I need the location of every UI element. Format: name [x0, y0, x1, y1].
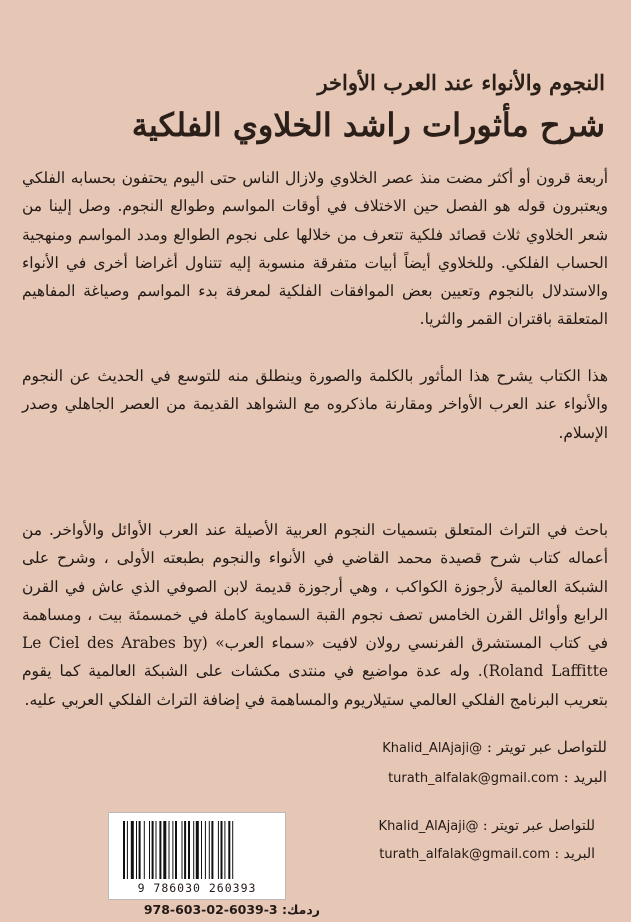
- email-address[interactable]: turath_alfalak@gmail.com: [379, 847, 551, 862]
- barcode-bars-icon: [121, 821, 273, 879]
- description-paragraph-1: أربعة قرون أو أكثر مضت منذ عصر الخلاوي ولازال الناس حتى اليوم يحتفون بحسابه الفلكي ويعتبرون قوله هو الفصل حين الاختلاف في أوقات المواسم وطوالع النجوم. وصل إلينا من شعر الخلاوي ثلاث قصائد فلكية تتعرف من خلالها على نجوم الطوالع ومدد المواسم ومنهجية الحساب الفلكي. وللخلاوي أيضاً أبيات متفرقة منسوبة إليه تتناول أغراضا أخرى في الأنواء والاستدلال بالنجوم وتعيين بعض الموافقات الفلكية لمعرفة بدء المواسم وصياغة المفاهيم المتعلقة باقتران القمر والثريا.: [22, 169, 608, 329]
- email-label: البريد :: [563, 768, 607, 786]
- book-title: شرح مأثورات راشد الخلاوي الفلكية: [131, 106, 605, 144]
- barcode: [108, 812, 286, 900]
- twitter-label: للتواصل عبر تويتر :: [482, 818, 595, 834]
- barcode-digits: 9 786030 260393: [137, 881, 257, 895]
- email-label: البريد :: [554, 846, 595, 862]
- twitter-contact: [382, 738, 607, 756]
- author-bio-paragraph: باحث في التراث المتعلق بتسميات النجوم العربية الأصيلة عند العرب الأوائل والأواخر. من أعماله كتاب شرح قصيدة محمد القاضي في الأنواء والنجوم بطبعته الأولى ، وشرح على الشبكة العالمية لأرجوزة الكواكب ، وهي أرجوزة قديمة لابن الصوفي الذي عاش في القرن الرابع وأوائل القرن الخامس تصف نجوم القبة السماوية كاملة في خمسمئة بيت ، ومساهمة في كتاب المستشرق الفرنسي رولان لافيت «سماء العرب» (Le Ciel des Arabes by Roland Laffitte). وله عدة مواضيع في منتدى مكشات على الشبكة العالمية كما يقوم بتعريب البرنامج الفلكي العالمي ستيلاريوم والمساهمة في إضافة التراث الفلكي العربي عليه.: [22, 521, 608, 709]
- book-subtitle: النجوم والأنواء عند العرب الأواخر: [317, 70, 605, 95]
- isbn-number: 978-603-02-6039-3: [143, 902, 278, 917]
- isbn: [110, 902, 320, 917]
- email-address[interactable]: turath_alfalak@gmail.com: [388, 771, 559, 786]
- twitter-handle[interactable]: @Khalid_AlAjaji: [382, 741, 483, 756]
- twitter-contact-repeat: [379, 818, 595, 834]
- email-contact-repeat: [379, 846, 595, 862]
- isbn-label: ردمك:: [282, 902, 320, 917]
- twitter-label: للتواصل عبر تويتر :: [486, 738, 607, 756]
- description-paragraph-2: هذا الكتاب يشرح هذا المأثور بالكلمة والصورة وينطلق منه للتوسع في الحديث عن النجوم والأنواء عند العرب الأواخر ومقارنة ماذكروه مع الشواهد القديمة من العصر الجاهلي وصدر الإسلام.: [22, 367, 608, 442]
- twitter-handle[interactable]: @Khalid_AlAjaji: [378, 819, 479, 834]
- email-contact: [388, 768, 607, 786]
